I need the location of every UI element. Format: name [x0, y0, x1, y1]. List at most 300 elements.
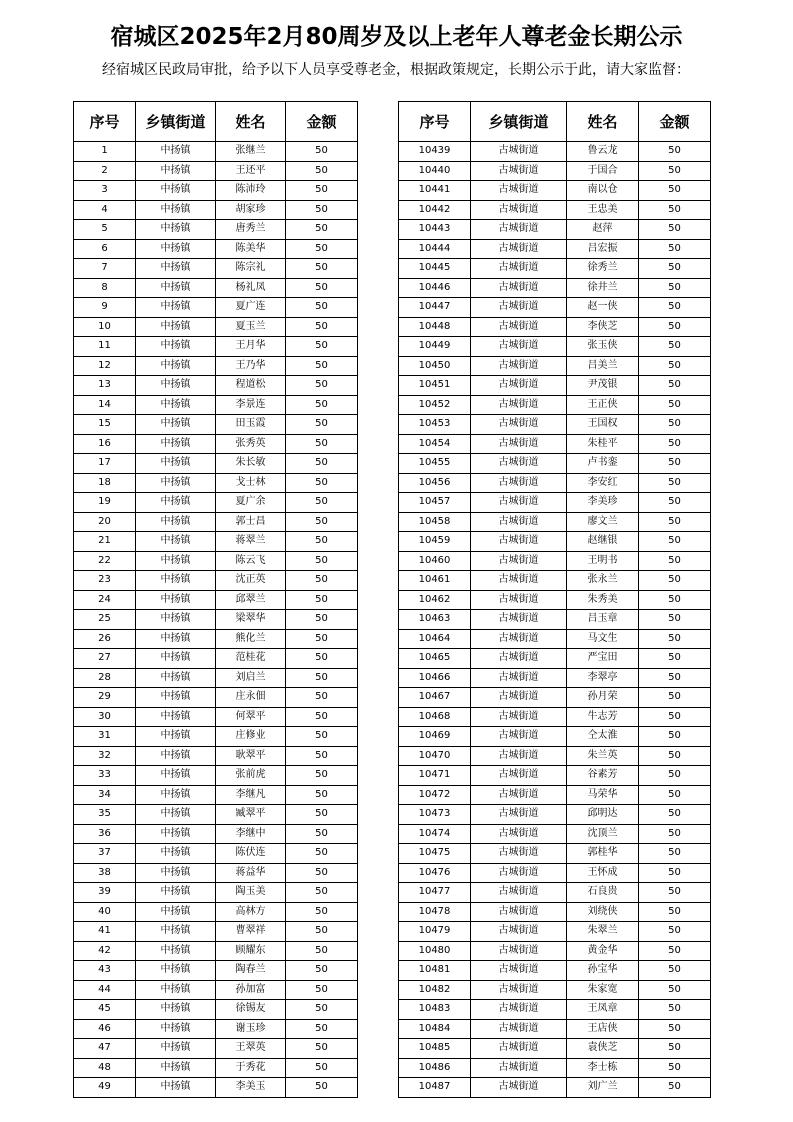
cell-township: 古城街道 [471, 415, 567, 435]
cell-amount: 50 [286, 454, 358, 474]
cell-township: 中扬镇 [136, 1058, 216, 1078]
cell-amount: 50 [286, 259, 358, 279]
cell-amount: 50 [286, 298, 358, 318]
cell-name: 李安红 [567, 473, 639, 493]
cell-township: 古城街道 [471, 590, 567, 610]
cell-amount: 50 [286, 824, 358, 844]
table-row [399, 1000, 711, 1020]
cell-name: 尹茂银 [567, 376, 639, 396]
cell-township: 中扬镇 [136, 532, 216, 552]
cell-amount: 50 [639, 707, 711, 727]
cell-name: 朱翠兰 [567, 922, 639, 942]
cell-township: 中扬镇 [136, 941, 216, 961]
table-row [399, 356, 711, 376]
cell-name: 朱桂平 [567, 434, 639, 454]
cell-serial: 19 [74, 493, 136, 513]
cell-serial: 10442 [399, 200, 471, 220]
table-row [74, 259, 358, 279]
cell-serial: 47 [74, 1039, 136, 1059]
table-row [399, 961, 711, 981]
cell-amount: 50 [639, 727, 711, 747]
cell-amount: 50 [286, 590, 358, 610]
table-row [74, 376, 358, 396]
cell-township: 古城街道 [471, 259, 567, 279]
cell-township: 中扬镇 [136, 551, 216, 571]
cell-name: 赵继银 [567, 532, 639, 552]
table-row [399, 493, 711, 513]
cell-name: 赵萍 [567, 220, 639, 240]
cell-township: 中扬镇 [136, 1019, 216, 1039]
table-row [74, 571, 358, 591]
cell-name: 严宝田 [567, 649, 639, 669]
cell-serial: 10455 [399, 454, 471, 474]
cell-township: 古城街道 [471, 805, 567, 825]
cell-serial: 10456 [399, 473, 471, 493]
cell-name: 徐锡友 [216, 1000, 286, 1020]
cell-amount: 50 [639, 571, 711, 591]
table-row [74, 629, 358, 649]
cell-serial: 10443 [399, 220, 471, 240]
header-township: 乡镇街道 [471, 102, 567, 142]
cell-township: 中扬镇 [136, 824, 216, 844]
cell-amount: 50 [639, 239, 711, 259]
cell-name: 袁侠芝 [567, 1039, 639, 1059]
table-header-row [399, 102, 711, 142]
table-row [399, 512, 711, 532]
cell-township: 古城街道 [471, 220, 567, 240]
cell-serial: 10457 [399, 493, 471, 513]
cell-name: 王明书 [567, 551, 639, 571]
cell-township: 中扬镇 [136, 317, 216, 337]
cell-name: 熊化兰 [216, 629, 286, 649]
cell-amount: 50 [639, 181, 711, 201]
cell-township: 古城街道 [471, 824, 567, 844]
cell-serial: 10450 [399, 356, 471, 376]
table-row [74, 961, 358, 981]
cell-name: 庄修业 [216, 727, 286, 747]
cell-serial: 10449 [399, 337, 471, 357]
table-row [399, 824, 711, 844]
cell-serial: 10467 [399, 688, 471, 708]
cell-amount: 50 [639, 356, 711, 376]
cell-township: 中扬镇 [136, 805, 216, 825]
cell-serial: 10445 [399, 259, 471, 279]
cell-amount: 50 [639, 532, 711, 552]
table-row [399, 142, 711, 162]
table-row [399, 1078, 711, 1098]
cell-amount: 50 [286, 317, 358, 337]
cell-name: 张玉侠 [567, 337, 639, 357]
table-row [399, 707, 711, 727]
cell-serial: 32 [74, 746, 136, 766]
cell-amount: 50 [286, 571, 358, 591]
cell-name: 吕玉章 [567, 610, 639, 630]
table-row [399, 181, 711, 201]
cell-name: 郭桂华 [567, 844, 639, 864]
cell-name: 王正侠 [567, 395, 639, 415]
cell-township: 古城街道 [471, 785, 567, 805]
cell-amount: 50 [286, 434, 358, 454]
cell-amount: 50 [639, 883, 711, 903]
cell-name: 王乃华 [216, 356, 286, 376]
cell-serial: 25 [74, 610, 136, 630]
cell-name: 牛志芳 [567, 707, 639, 727]
table-row [74, 902, 358, 922]
cell-township: 中扬镇 [136, 629, 216, 649]
cell-serial: 37 [74, 844, 136, 864]
cell-amount: 50 [639, 785, 711, 805]
table-row [74, 1078, 358, 1098]
cell-amount: 50 [286, 337, 358, 357]
cell-amount: 50 [286, 220, 358, 240]
cell-name: 王国权 [567, 415, 639, 435]
cell-serial: 17 [74, 454, 136, 474]
cell-amount: 50 [639, 259, 711, 279]
table-row [399, 454, 711, 474]
table-row [399, 746, 711, 766]
cell-serial: 10466 [399, 668, 471, 688]
table-row [399, 980, 711, 1000]
table-row [74, 434, 358, 454]
cell-name: 吕宏振 [567, 239, 639, 259]
cell-amount: 50 [286, 961, 358, 981]
cell-name: 李美玉 [216, 1078, 286, 1098]
cell-serial: 10475 [399, 844, 471, 864]
cell-amount: 50 [639, 610, 711, 630]
cell-amount: 50 [639, 434, 711, 454]
table-row [74, 649, 358, 669]
cell-township: 中扬镇 [136, 512, 216, 532]
cell-name: 李侠芝 [567, 317, 639, 337]
table-row [74, 317, 358, 337]
cell-township: 古城街道 [471, 142, 567, 162]
table-row [399, 688, 711, 708]
table-row [399, 629, 711, 649]
cell-amount: 50 [639, 395, 711, 415]
cell-township: 中扬镇 [136, 922, 216, 942]
cell-township: 中扬镇 [136, 220, 216, 240]
cell-township: 古城街道 [471, 454, 567, 474]
cell-amount: 50 [286, 785, 358, 805]
cell-serial: 4 [74, 200, 136, 220]
table-row [74, 941, 358, 961]
table-row [74, 298, 358, 318]
cell-name: 唐秀兰 [216, 220, 286, 240]
cell-name: 王还平 [216, 161, 286, 181]
cell-township: 古城街道 [471, 473, 567, 493]
cell-township: 古城街道 [471, 337, 567, 357]
cell-serial: 26 [74, 629, 136, 649]
cell-serial: 29 [74, 688, 136, 708]
cell-serial: 11 [74, 337, 136, 357]
cell-serial: 10482 [399, 980, 471, 1000]
cell-serial: 27 [74, 649, 136, 669]
table-row [399, 473, 711, 493]
cell-township: 中扬镇 [136, 590, 216, 610]
cell-amount: 50 [639, 278, 711, 298]
cell-serial: 10461 [399, 571, 471, 591]
table-row [399, 1019, 711, 1039]
table-row [399, 220, 711, 240]
header-name: 姓名 [216, 102, 286, 142]
cell-township: 古城街道 [471, 278, 567, 298]
cell-name: 马荣华 [567, 785, 639, 805]
cell-serial: 48 [74, 1058, 136, 1078]
table-row [399, 298, 711, 318]
table-row [399, 415, 711, 435]
table-row [74, 1019, 358, 1039]
cell-name: 陈伏连 [216, 844, 286, 864]
cell-amount: 50 [639, 1058, 711, 1078]
cell-serial: 10486 [399, 1058, 471, 1078]
cell-township: 中扬镇 [136, 259, 216, 279]
cell-amount: 50 [286, 707, 358, 727]
cell-township: 古城街道 [471, 980, 567, 1000]
cell-amount: 50 [639, 142, 711, 162]
cell-amount: 50 [639, 980, 711, 1000]
cell-amount: 50 [639, 200, 711, 220]
cell-serial: 2 [74, 161, 136, 181]
cell-township: 中扬镇 [136, 181, 216, 201]
cell-name: 程道松 [216, 376, 286, 396]
cell-serial: 10479 [399, 922, 471, 942]
cell-serial: 10478 [399, 902, 471, 922]
cell-serial: 10439 [399, 142, 471, 162]
cell-serial: 22 [74, 551, 136, 571]
table-row [74, 493, 358, 513]
cell-amount: 50 [639, 668, 711, 688]
table-row [399, 434, 711, 454]
cell-serial: 44 [74, 980, 136, 1000]
cell-serial: 10459 [399, 532, 471, 552]
cell-name: 谢玉珍 [216, 1019, 286, 1039]
cell-amount: 50 [286, 649, 358, 669]
cell-serial: 10485 [399, 1039, 471, 1059]
cell-amount: 50 [639, 688, 711, 708]
cell-township: 中扬镇 [136, 727, 216, 747]
cell-amount: 50 [286, 278, 358, 298]
cell-amount: 50 [286, 805, 358, 825]
table-row [74, 239, 358, 259]
cell-township: 古城街道 [471, 649, 567, 669]
cell-name: 何翠平 [216, 707, 286, 727]
cell-township: 古城街道 [471, 1000, 567, 1020]
cell-serial: 10447 [399, 298, 471, 318]
cell-township: 中扬镇 [136, 473, 216, 493]
cell-township: 古城街道 [471, 571, 567, 591]
cell-serial: 20 [74, 512, 136, 532]
table-header-row [74, 102, 358, 142]
cell-township: 中扬镇 [136, 766, 216, 786]
cell-serial: 10487 [399, 1078, 471, 1098]
cell-amount: 50 [639, 220, 711, 240]
cell-serial: 10448 [399, 317, 471, 337]
cell-amount: 50 [286, 610, 358, 630]
table-row [74, 278, 358, 298]
table-row [74, 746, 358, 766]
cell-serial: 40 [74, 902, 136, 922]
header-serial: 序号 [74, 102, 136, 142]
cell-amount: 50 [639, 746, 711, 766]
cell-serial: 10484 [399, 1019, 471, 1039]
table-row [399, 863, 711, 883]
cell-amount: 50 [286, 376, 358, 396]
cell-township: 中扬镇 [136, 200, 216, 220]
cell-name: 仝太淮 [567, 727, 639, 747]
cell-amount: 50 [286, 415, 358, 435]
table-row [74, 551, 358, 571]
cell-serial: 1 [74, 142, 136, 162]
cell-amount: 50 [286, 1019, 358, 1039]
cell-name: 蒋益华 [216, 863, 286, 883]
table-row [74, 1000, 358, 1020]
cell-serial: 8 [74, 278, 136, 298]
cell-serial: 36 [74, 824, 136, 844]
cell-amount: 50 [639, 902, 711, 922]
cell-name: 戈士林 [216, 473, 286, 493]
table-row [74, 200, 358, 220]
cell-serial: 18 [74, 473, 136, 493]
cell-serial: 10462 [399, 590, 471, 610]
cell-name: 徐秀兰 [567, 259, 639, 279]
table-row [399, 941, 711, 961]
cell-serial: 10463 [399, 610, 471, 630]
table-row [399, 337, 711, 357]
cell-township: 中扬镇 [136, 278, 216, 298]
cell-name: 李美珍 [567, 493, 639, 513]
table-row [74, 512, 358, 532]
cell-name: 于秀花 [216, 1058, 286, 1078]
cell-name: 胡家珍 [216, 200, 286, 220]
cell-serial: 24 [74, 590, 136, 610]
cell-township: 中扬镇 [136, 454, 216, 474]
cell-amount: 50 [639, 337, 711, 357]
cell-name: 朱家宽 [567, 980, 639, 1000]
cell-name: 李士栋 [567, 1058, 639, 1078]
cell-name: 张继兰 [216, 142, 286, 162]
cell-township: 中扬镇 [136, 337, 216, 357]
cell-amount: 50 [639, 863, 711, 883]
cell-name: 黄金华 [567, 941, 639, 961]
cell-serial: 41 [74, 922, 136, 942]
cell-serial: 6 [74, 239, 136, 259]
cell-serial: 10472 [399, 785, 471, 805]
cell-serial: 10 [74, 317, 136, 337]
cell-township: 中扬镇 [136, 688, 216, 708]
cell-serial: 16 [74, 434, 136, 454]
cell-serial: 13 [74, 376, 136, 396]
cell-amount: 50 [286, 1000, 358, 1020]
cell-township: 中扬镇 [136, 785, 216, 805]
cell-name: 石良贵 [567, 883, 639, 903]
table-row [74, 220, 358, 240]
cell-name: 沈顶兰 [567, 824, 639, 844]
cell-name: 夏广余 [216, 493, 286, 513]
cell-township: 中扬镇 [136, 961, 216, 981]
cell-amount: 50 [639, 629, 711, 649]
cell-township: 中扬镇 [136, 980, 216, 1000]
cell-township: 古城街道 [471, 434, 567, 454]
cell-name: 蒋翠兰 [216, 532, 286, 552]
cell-name: 南以仓 [567, 181, 639, 201]
cell-township: 古城街道 [471, 668, 567, 688]
cell-name: 张前虎 [216, 766, 286, 786]
cell-serial: 39 [74, 883, 136, 903]
cell-name: 谷素芳 [567, 766, 639, 786]
table-row [399, 902, 711, 922]
cell-serial: 10440 [399, 161, 471, 181]
cell-name: 刘绕侠 [567, 902, 639, 922]
cell-amount: 50 [286, 941, 358, 961]
cell-township: 古城街道 [471, 629, 567, 649]
cell-name: 吕美兰 [567, 356, 639, 376]
intro-paragraph: 经宿城区民政局审批，给予以下人员享受尊老金，根据政策规定，长期公示于此，请大家监督： [102, 62, 690, 78]
cell-serial: 42 [74, 941, 136, 961]
table-row [74, 707, 358, 727]
cell-township: 中扬镇 [136, 239, 216, 259]
cell-township: 古城街道 [471, 532, 567, 552]
cell-serial: 10474 [399, 824, 471, 844]
cell-amount: 50 [286, 688, 358, 708]
cell-amount: 50 [639, 512, 711, 532]
cell-serial: 38 [74, 863, 136, 883]
cell-township: 古城街道 [471, 863, 567, 883]
table-row [399, 922, 711, 942]
cell-name: 李继凡 [216, 785, 286, 805]
cell-township: 古城街道 [471, 161, 567, 181]
table-row [74, 688, 358, 708]
cell-name: 范桂花 [216, 649, 286, 669]
cell-amount: 50 [639, 1078, 711, 1098]
cell-amount: 50 [639, 805, 711, 825]
table-row [399, 395, 711, 415]
cell-name: 耿翠平 [216, 746, 286, 766]
pension-table-right [398, 101, 711, 1098]
cell-amount: 50 [639, 551, 711, 571]
cell-township: 中扬镇 [136, 298, 216, 318]
cell-name: 卢书銮 [567, 454, 639, 474]
table-row [74, 824, 358, 844]
table-row [399, 1039, 711, 1059]
table-row [74, 805, 358, 825]
table-row [399, 785, 711, 805]
table-row [74, 766, 358, 786]
cell-name: 臧翠平 [216, 805, 286, 825]
cell-township: 中扬镇 [136, 649, 216, 669]
cell-township: 中扬镇 [136, 376, 216, 396]
cell-township: 古城街道 [471, 181, 567, 201]
cell-township: 古城街道 [471, 941, 567, 961]
cell-township: 古城街道 [471, 551, 567, 571]
table-row [74, 454, 358, 474]
table-row [74, 473, 358, 493]
table-row [399, 532, 711, 552]
cell-amount: 50 [639, 317, 711, 337]
cell-name: 李继中 [216, 824, 286, 844]
cell-amount: 50 [639, 1019, 711, 1039]
page-title: 宿城区2025年2月80周岁及以上老年人尊老金长期公示 [110, 24, 683, 50]
cell-township: 古城街道 [471, 1039, 567, 1059]
cell-serial: 10468 [399, 707, 471, 727]
cell-serial: 43 [74, 961, 136, 981]
cell-township: 古城街道 [471, 746, 567, 766]
cell-amount: 50 [639, 454, 711, 474]
cell-amount: 50 [286, 200, 358, 220]
cell-serial: 10458 [399, 512, 471, 532]
cell-serial: 30 [74, 707, 136, 727]
cell-township: 古城街道 [471, 493, 567, 513]
cell-name: 李景连 [216, 395, 286, 415]
